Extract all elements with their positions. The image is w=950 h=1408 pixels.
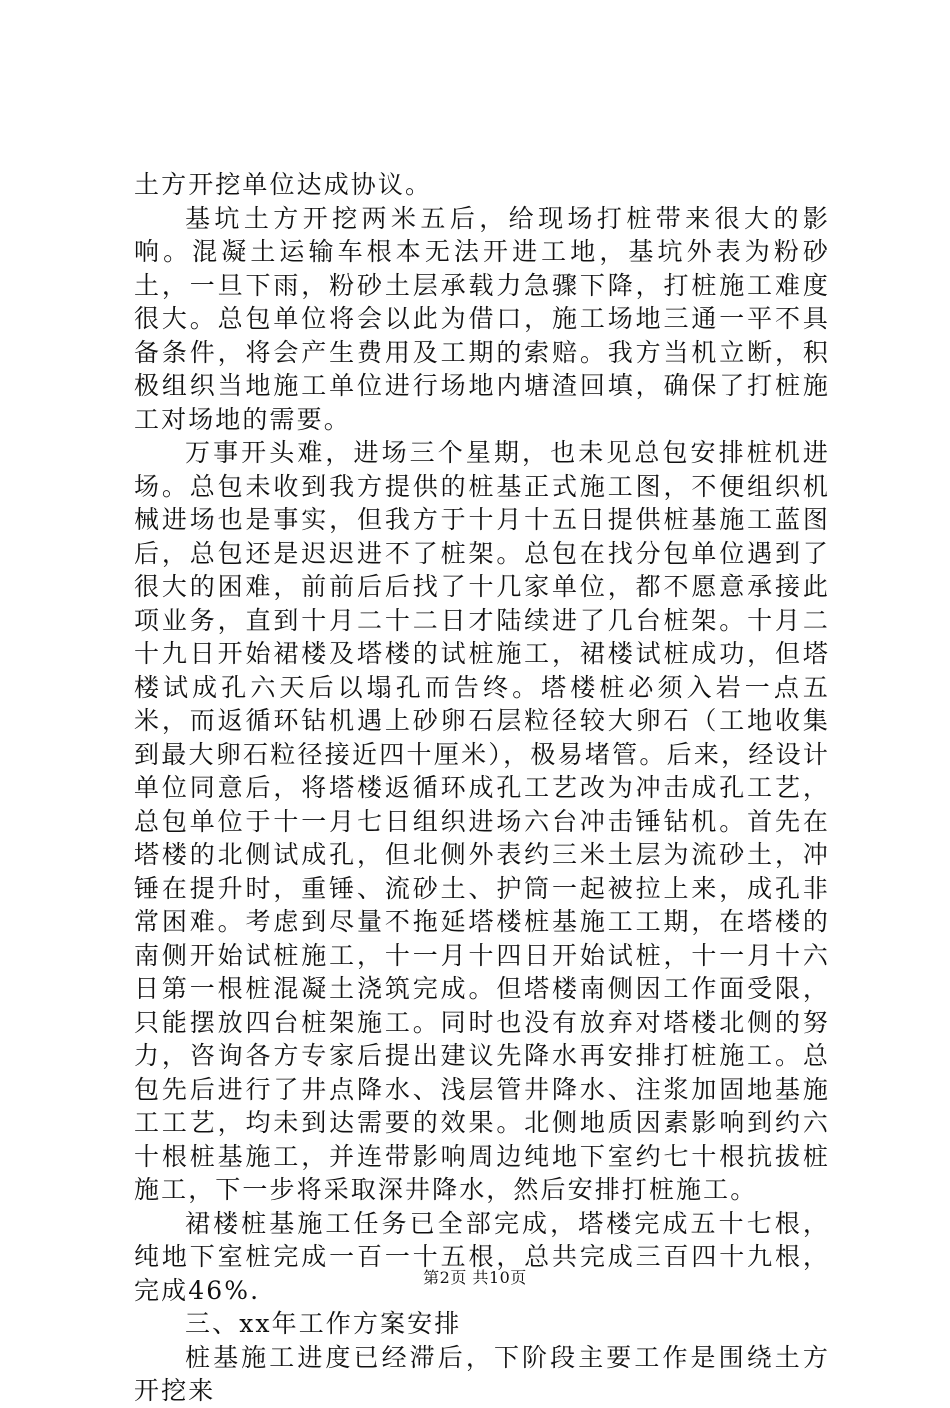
paragraph-3: 万事开头难，进场三个星期，也未见总包安排桩机进场。总包未收到我方提供的桩基正式施工图，不便组织机械进场也是事实，但我方于十月十五日提供桩基施工蓝图后，总包还是迟迟进不了桩架。总包在找分包单位遇到了很大的困难，前前后后找了十几家单位，都不愿意承接此项业务，直到十月二十二日才陆续进了几台桩架。十月二十九日开始裙楼及塔楼的试桩施工，裙楼试桩成功，但塔楼试成孔六天后以塌孔而告终。塔楼桩必须入岩一点五米，而返循环钻机遇上砂卵石层粒径较大卵石（工地收集到最大卵石粒径接近四十厘米），极易堵管。后来，经设计单位同意后，将塔楼返循环成孔工艺改为冲击成孔工艺，总包单位于十一月七日组织进场六台冲击锤钻机。首先在塔楼的北侧试成孔，但北侧外表约三米土层为流砂土，冲锤在提升时，重锤、流砂土、护筒一起被拉上来，成孔非常困难。考虑到尽量不拖延塔楼桩基施工工期，在塔楼的南侧开始试桩施工，十一月十四日开始试桩，十一月十六日第一根桩混凝土浇筑完成。但塔楼南侧因工作面受限，只能摆放四台桩架施工。同时也没有放弃对塔楼北侧的努力，咨询各方专家后提出建议先降水再安排打桩施工。总包先后进行了井点降水、浅层管井降水、注浆加固地基施工工艺，均未到达需要的效果。北侧地质因素影响到约六十根桩基施工，并连带影响周边纯地下室约七十根抗拔桩施工，下一步将采取深井降水，然后安排打桩施工。 (134, 438, 830, 1204)
page-number-label: 第2页 共10页 (423, 1268, 527, 1287)
page-footer (0, 1268, 950, 1288)
section-heading: 三、xx年工作方案安排 (185, 1309, 462, 1338)
document-body (134, 168, 830, 1408)
paragraph-2: 基坑土方开挖两米五后，给现场打桩带来很大的影响。混凝土运输车根本无法开进工地，基坑外表为粉砂土，一旦下雨，粉砂土层承载力急骤下降，打桩施工难度很大。总包单位将会以此为借口，施工场地三通一平不具备条件，将会产生费用及工期的索赔。我方当机立断，积极组织当地施工单位进行场地内塘渣回填，确保了打桩施工对场地的需要。 (134, 203, 830, 434)
paragraph-1: 土方开挖单位达成协议。 (134, 170, 433, 199)
paragraph-4: 裙楼桩基施工任务已全部完成，塔楼完成五十七根，纯地下室桩完成一百一十五根，总共完成三百四十九根，完成46%. (134, 1208, 830, 1305)
paragraph-5: 桩基施工进度已经滞后，下阶段主要工作是围绕土方开挖来 (134, 1342, 830, 1405)
